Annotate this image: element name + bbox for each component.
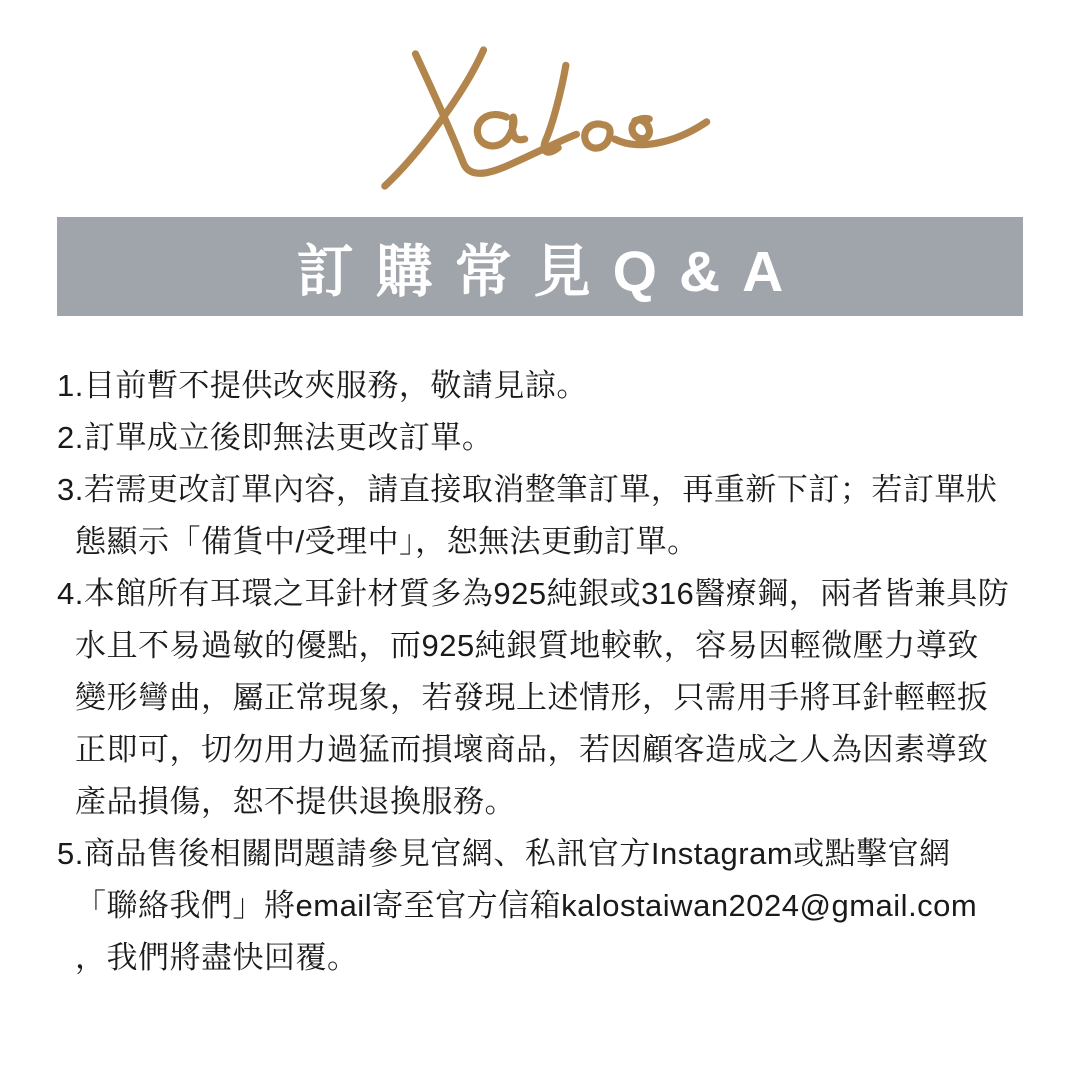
faq-line: 變形彎曲，屬正常現象，若發現上述情形，只需用手將耳針輕輕扳 — [75, 680, 989, 715]
faq-line: 5.商品售後相關問題請參見官網、私訊官方Instagram或點擊官網 — [57, 836, 951, 871]
faq-line: 「聯絡我們」將email寄至官方信箱kalostaiwan2024@gmail.com — [75, 888, 978, 923]
banner-title: 訂購常見Q&A — [296, 239, 806, 304]
faq-item-1 — [57, 360, 1057, 412]
faq-line: 態顯示「備貨中/受理中」，恕無法更動訂單。 — [75, 524, 699, 559]
faq-item-2 — [57, 412, 1057, 464]
faq-list — [57, 360, 1057, 984]
faq-line: 4.本館所有耳環之耳針材質多為925純銀或316醫療鋼，兩者皆兼具防 — [57, 576, 1010, 611]
faq-line: 產品損傷，恕不提供退換服務。 — [75, 784, 516, 819]
faq-line: 2.訂單成立後即無法更改訂單。 — [57, 420, 494, 455]
faq-item-5 — [57, 828, 1057, 984]
faq-line: 正即可，切勿用力過猛而損壞商品，若因顧客造成之人為因素導致 — [75, 732, 989, 767]
faq-line: ，我們將盡快回覆。 — [75, 940, 359, 975]
kalos-logo — [0, 42, 1080, 196]
section-banner — [57, 217, 1023, 316]
kalos-logo-icon — [358, 42, 722, 196]
faq-line: 1.目前暫不提供改夾服務，敬請見諒。 — [57, 368, 588, 403]
faq-item-3 — [57, 464, 1057, 568]
faq-line: 3.若需更改訂單內容，請直接取消整筆訂單，再重新下訂；若訂單狀 — [57, 472, 998, 507]
faq-item-4 — [57, 568, 1057, 828]
faq-line: 水且不易過敏的優點，而925純銀質地較軟，容易因輕微壓力導致 — [75, 628, 979, 663]
